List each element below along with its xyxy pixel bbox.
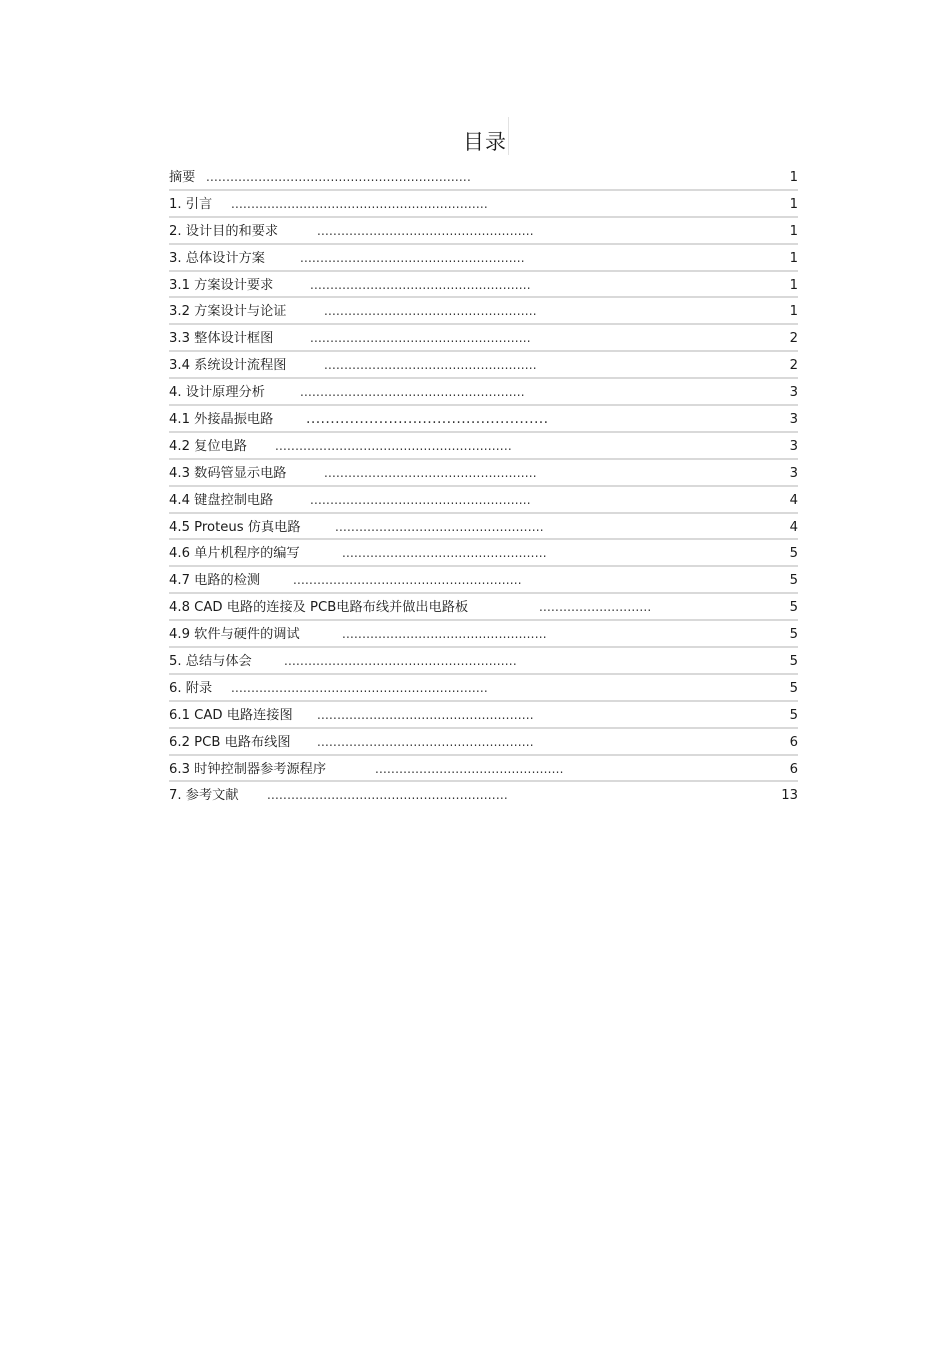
toc-entry[interactable] <box>169 272 798 299</box>
page-title: 目录 <box>463 130 507 154</box>
toc-entry-label: 4.4 键盘控制电路 <box>169 492 274 508</box>
toc-entry[interactable] <box>169 406 798 433</box>
toc-entry-page: 1 <box>789 304 798 320</box>
toc-leader-dots: ....................................................... <box>310 492 531 507</box>
toc-entry[interactable] <box>169 702 798 729</box>
toc-entry-page: 5 <box>789 573 798 589</box>
toc-entry-page: 3 <box>789 465 798 481</box>
toc-entry-label: 4.9 软件与硬件的调试 <box>169 627 300 643</box>
toc-entry[interactable] <box>169 729 798 756</box>
toc-entry[interactable] <box>169 433 798 460</box>
toc-leader-dots: ............................ <box>539 600 652 615</box>
toc-entry[interactable] <box>169 352 798 379</box>
toc-entry-page: 3 <box>789 438 798 454</box>
toc-entry[interactable] <box>169 675 798 702</box>
toc-entry-label: 3.4 系统设计流程图 <box>169 358 287 374</box>
toc-leader-dots: ........................................................ <box>300 385 525 400</box>
toc-leader-dots: ........................................................ <box>300 250 525 265</box>
toc-leader-dots: .................................................... <box>335 519 544 534</box>
toc-leader-dots: .................................................. <box>306 411 549 428</box>
toc-entry[interactable] <box>169 648 798 675</box>
toc-leader-dots: ...................................................... <box>317 734 534 749</box>
toc-entry-page: 5 <box>789 680 798 696</box>
toc-entry-page: 4 <box>789 492 798 508</box>
toc-leader-dots: ................................................... <box>342 546 547 561</box>
toc-entry[interactable] <box>169 164 798 191</box>
toc-entry-label: 4.5 Proteus 仿真电路 <box>169 519 301 535</box>
toc-entry-page: 5 <box>789 600 798 616</box>
toc-entry-label: 6.1 CAD 电路连接图 <box>169 707 293 723</box>
toc-leader-dots: ...................................................... <box>317 707 534 722</box>
toc-entry[interactable] <box>169 567 798 594</box>
toc-leader-dots: ............................................................ <box>267 788 508 803</box>
toc-leader-dots: ..................................................... <box>324 358 537 373</box>
toc-leader-dots: ....................................................... <box>310 277 531 292</box>
toc-entry-page: 5 <box>789 627 798 643</box>
toc-entry-label: 6. 附录 <box>169 680 213 696</box>
toc-entry-label: 1. 引言 <box>169 196 213 212</box>
toc-entry-page: 5 <box>789 546 798 562</box>
toc-entry-label: 6.3 时钟控制器参考源程序 <box>169 761 327 777</box>
table-of-contents <box>169 164 798 807</box>
toc-entry-page: 13 <box>781 788 798 804</box>
toc-entry[interactable] <box>169 487 798 514</box>
toc-entry-page: 1 <box>789 170 798 185</box>
toc-leader-dots: ....................................................... <box>310 331 531 346</box>
toc-leader-dots: ........................................................... <box>275 438 512 453</box>
toc-entry[interactable] <box>169 540 798 567</box>
toc-entry[interactable] <box>169 621 798 648</box>
toc-leader-dots: ............................................... <box>375 761 564 776</box>
toc-entry[interactable] <box>169 782 798 807</box>
toc-entry[interactable] <box>169 218 798 245</box>
toc-entry[interactable] <box>169 245 798 272</box>
toc-leader-dots: ..................................................... <box>324 304 537 319</box>
toc-leader-dots: .......................................................... <box>284 654 517 669</box>
toc-leader-dots: ................................................... <box>342 627 547 642</box>
toc-entry-label: 4.3 数码管显示电路 <box>169 465 287 481</box>
toc-entry-page: 2 <box>789 358 798 374</box>
toc-leader-dots: .................................................................. <box>206 170 471 184</box>
toc-entry-page: 1 <box>789 250 798 266</box>
toc-entry[interactable] <box>169 594 798 621</box>
toc-entry-page: 5 <box>789 654 798 670</box>
toc-leader-dots: ................................................................ <box>231 680 488 695</box>
toc-entry-label: 4.1 外接晶振电路 <box>169 412 274 428</box>
toc-entry-label: 3.2 方案设计与论证 <box>169 304 287 320</box>
toc-leader-dots: ..................................................... <box>324 465 537 480</box>
toc-entry-page: 1 <box>789 196 798 212</box>
toc-entry-label: 4. 设计原理分析 <box>169 385 265 401</box>
toc-entry[interactable] <box>169 460 798 487</box>
toc-entry-page: 1 <box>789 277 798 293</box>
toc-entry[interactable] <box>169 379 798 406</box>
title-cursor-mark <box>508 117 509 155</box>
toc-entry[interactable] <box>169 514 798 541</box>
toc-entry-page: 6 <box>789 734 798 750</box>
toc-entry[interactable] <box>169 325 798 352</box>
toc-entry-label: 2. 设计目的和要求 <box>169 223 279 239</box>
toc-entry[interactable] <box>169 191 798 218</box>
toc-entry-page: 6 <box>789 761 798 777</box>
toc-entry-page: 5 <box>789 707 798 723</box>
toc-entry[interactable] <box>169 756 798 783</box>
toc-entry-label: 7. 参考文献 <box>169 788 239 804</box>
toc-entry-label: 5. 总结与体会 <box>169 654 252 670</box>
toc-leader-dots: ......................................................... <box>293 573 522 588</box>
toc-entry-label: 4.7 电路的检测 <box>169 573 261 589</box>
toc-entry-label: 3. 总体设计方案 <box>169 250 265 266</box>
toc-leader-dots: ................................................................ <box>231 196 488 211</box>
toc-entry-label: 4.8 CAD 电路的连接及 PCB电路布线并做出电路板 <box>169 600 469 616</box>
toc-entry-page: 1 <box>789 223 798 239</box>
toc-entry[interactable] <box>169 298 798 325</box>
toc-entry-page: 4 <box>789 519 798 535</box>
toc-entry-label: 3.3 整体设计框图 <box>169 331 274 347</box>
toc-entry-page: 3 <box>789 412 798 428</box>
toc-entry-page: 2 <box>789 331 798 347</box>
toc-entry-label: 4.6 单片机程序的编写 <box>169 546 300 562</box>
toc-entry-label: 6.2 PCB 电路布线图 <box>169 734 291 750</box>
toc-entry-label: 4.2 复位电路 <box>169 438 247 454</box>
toc-leader-dots: ...................................................... <box>317 223 534 238</box>
toc-entry-label: 3.1 方案设计要求 <box>169 277 274 293</box>
toc-entry-label: 摘要 <box>169 170 196 185</box>
toc-entry-page: 3 <box>789 385 798 401</box>
